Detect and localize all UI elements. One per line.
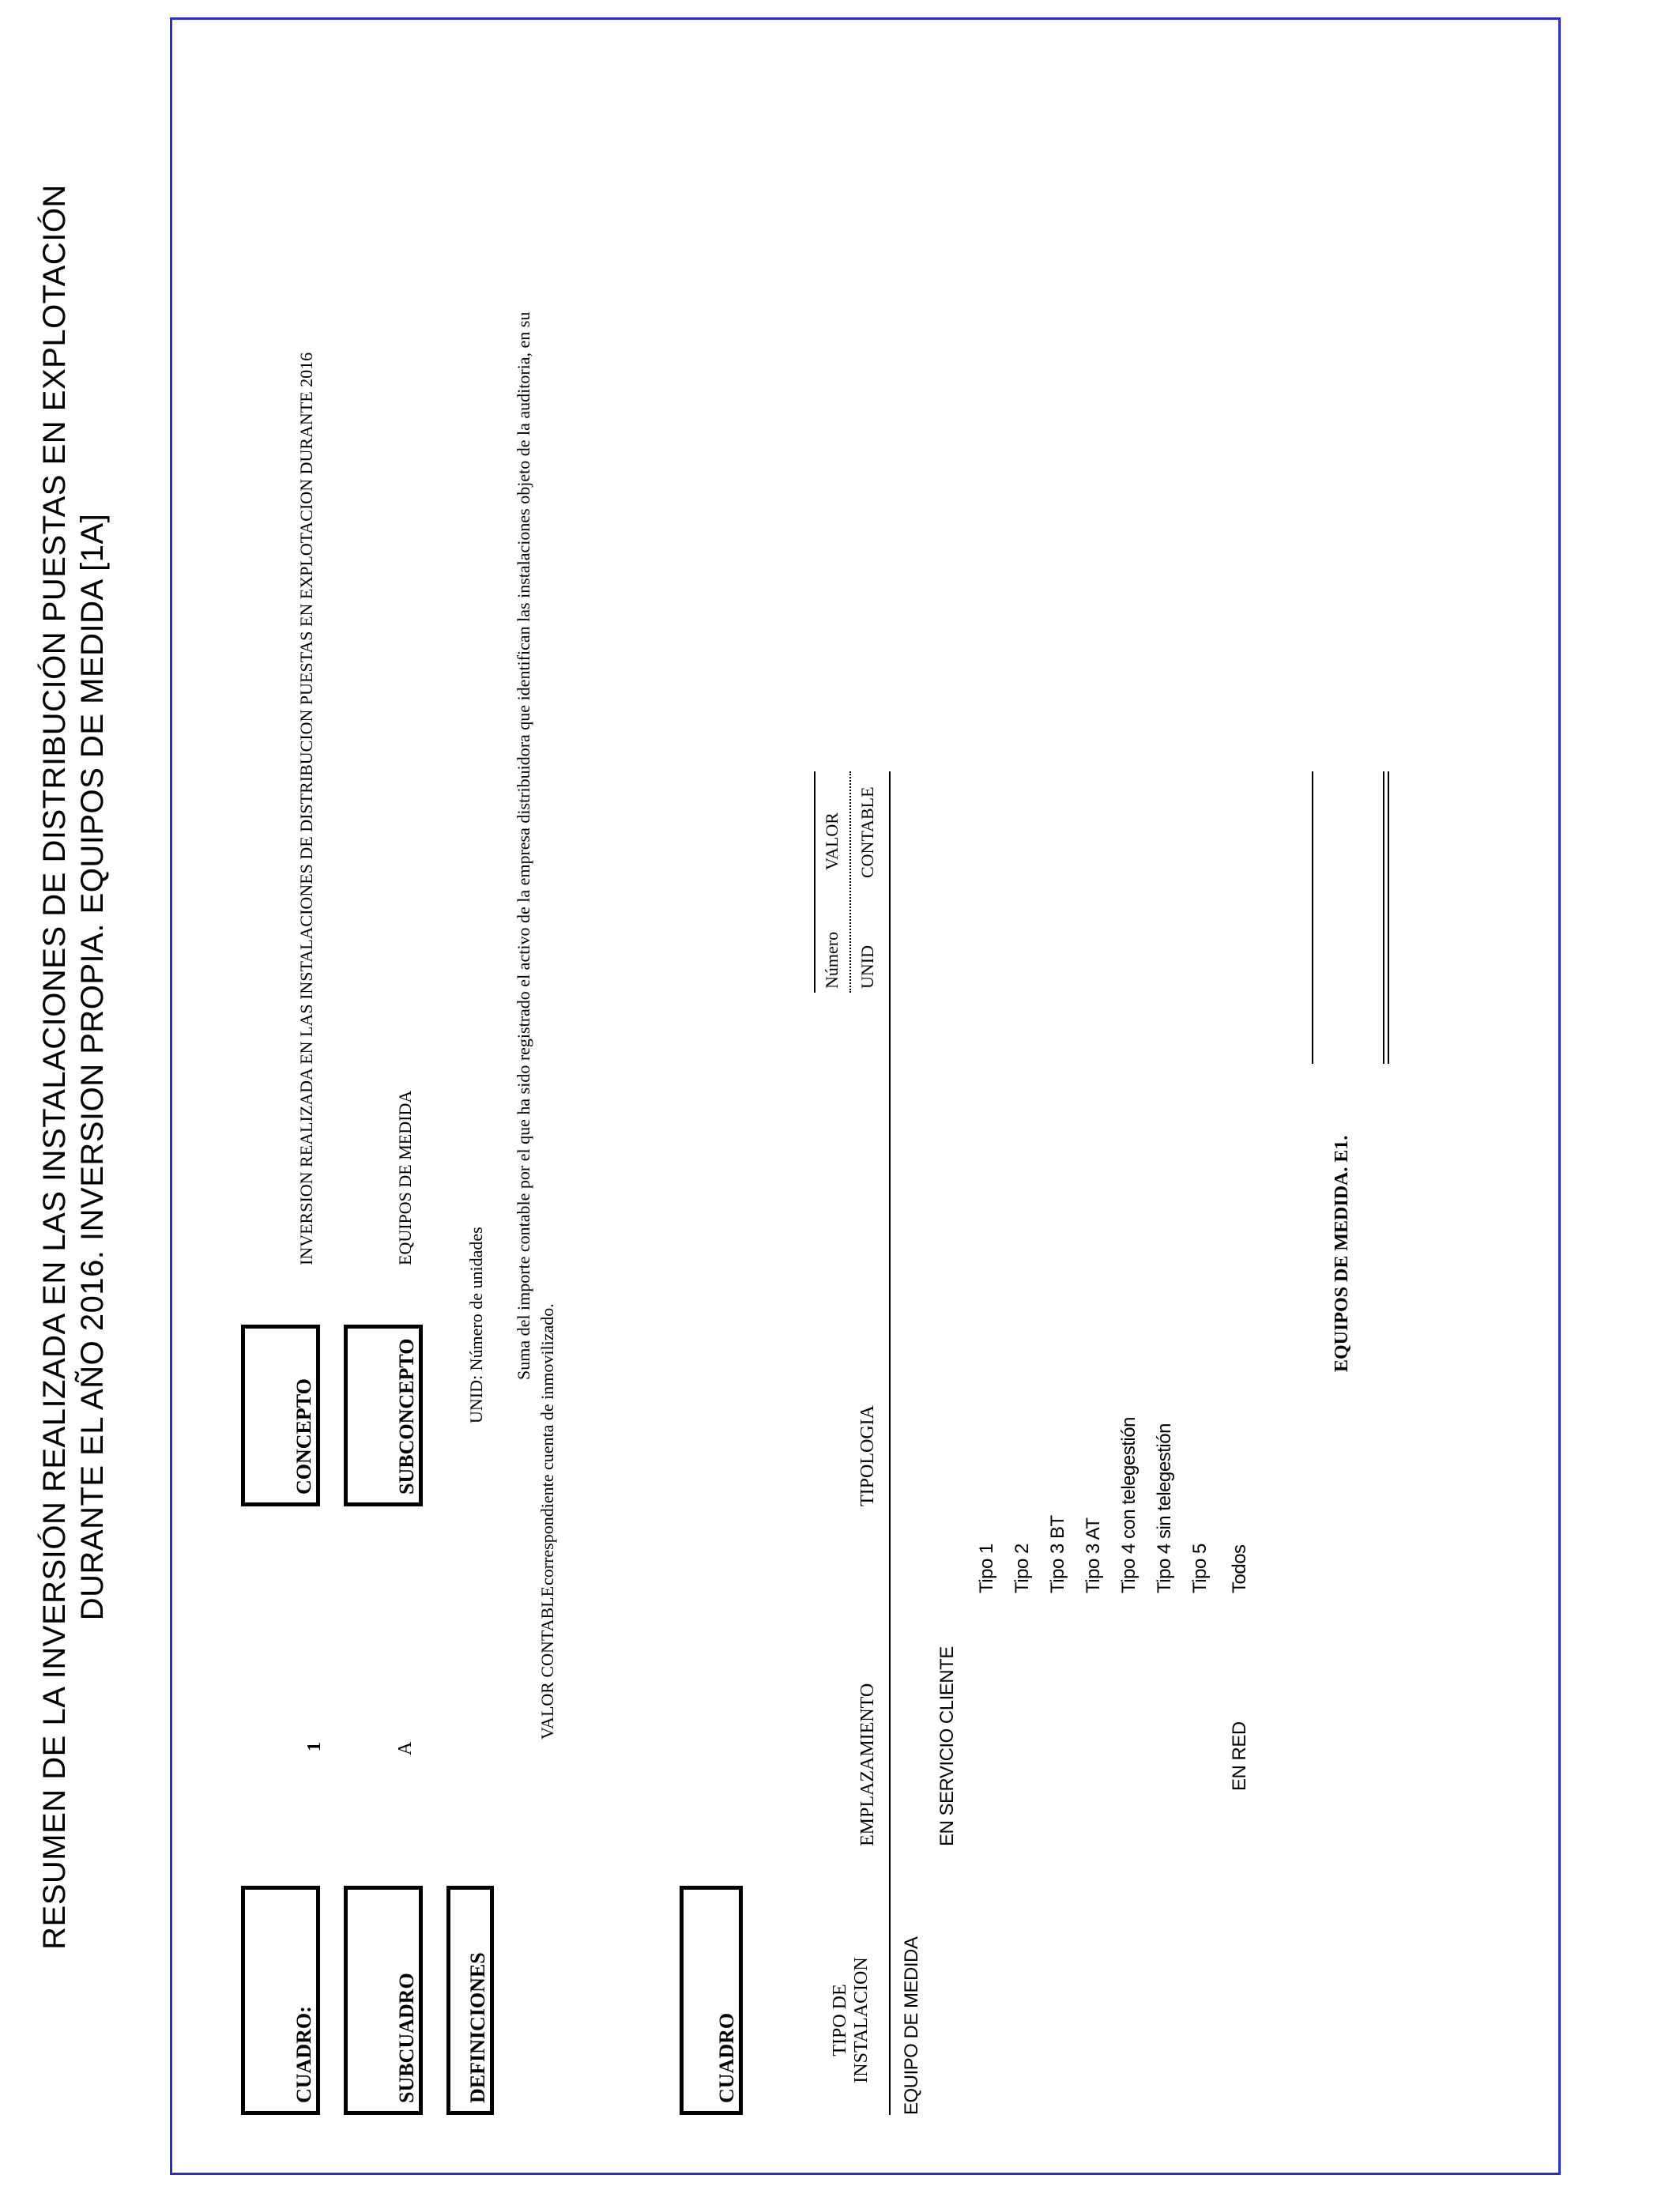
row-en-red: EN RED xyxy=(1229,1721,1250,1791)
valor-definition-line-2: correspondiente cuenta de inmovilizado. xyxy=(537,1303,557,1585)
valor-contable-label: VALOR CONTABLE xyxy=(537,1585,557,1740)
row-tipo-2: Tipo 2 xyxy=(1011,1544,1033,1593)
row-todos: Todos xyxy=(1229,1544,1250,1593)
total-line-bottom-1 xyxy=(1383,771,1384,1064)
unid-definition: UNID: Número de unidades xyxy=(466,1227,486,1423)
row-equipo-de-medida: EQUIPO DE MEDIDA xyxy=(901,1936,922,2115)
header-divider-dotted xyxy=(849,771,851,993)
row-tipo-4-sin-telegestion: Tipo 4 sin telegestión xyxy=(1154,1423,1175,1593)
cuadro-value: 1 xyxy=(304,1742,325,1751)
row-tipo-3-bt: Tipo 3 BT xyxy=(1047,1515,1068,1593)
cuadro-label: CUADRO: xyxy=(292,2006,315,2103)
subconcepto-text: EQUIPOS DE MEDIDA xyxy=(395,1090,415,1265)
definiciones-box xyxy=(446,1886,494,2115)
col-tipo-line-2: INSTALACION xyxy=(851,1957,872,2083)
header-topline-right xyxy=(814,771,816,993)
col-numero: Número xyxy=(822,931,842,989)
concepto-text: INVERSION REALIZADA EN LAS INSTALACIONES DE DISTRIBUCION PUESTAS EN EXPLOTACION DURANTE 2016 xyxy=(296,352,316,1265)
col-unid: UNID xyxy=(857,945,877,989)
col-contable: CONTABLE xyxy=(857,786,877,878)
subcuadro-box xyxy=(344,1886,423,2115)
subconcepto-box xyxy=(344,1325,423,1506)
header-underline-left xyxy=(889,874,891,2115)
definiciones-label: DEFINICIONES xyxy=(466,1952,489,2103)
col-tipologia: TIPOLOGIA xyxy=(857,1405,878,1506)
subconcepto-label: SUBCONCEPTO xyxy=(395,1338,418,1495)
row-en-servicio-cliente: EN SERVICIO CLIENTE xyxy=(936,1646,958,1846)
row-tipo-5: Tipo 5 xyxy=(1189,1544,1211,1593)
total-label: EQUIPOS DE MEDIDA. E1. xyxy=(1332,1135,1352,1372)
col-tipo-instalacion xyxy=(830,1941,872,2099)
col-valor: VALOR xyxy=(822,812,842,870)
header-underline-right xyxy=(889,771,891,993)
total-line-bottom-2 xyxy=(1388,771,1389,1064)
table-cuadro-label: CUADRO xyxy=(715,2012,738,2103)
col-tipo-line-1: TIPO DE xyxy=(830,1984,850,2056)
cuadro-box xyxy=(241,1886,320,2115)
total-line-top xyxy=(1312,771,1313,1064)
table-cuadro-box xyxy=(680,1886,743,2115)
title-line-1: RESUMEN DE LA INVERSIÓN REALIZADA EN LAS INSTALACIONES DE DISTRIBUCIÓN PUESTAS EN EXPLOTACIÓN xyxy=(37,184,72,1950)
concepto-box xyxy=(241,1325,320,1506)
title-line-2: DURANTE EL AÑO 2016. INVERSION PROPIA. EQUIPOS DE MEDIDA [1A] xyxy=(75,513,110,1621)
row-tipo-4-con-telegestion: Tipo 4 con telegestión xyxy=(1118,1417,1139,1593)
subcuadro-label: SUBCUADRO xyxy=(395,1973,418,2103)
valor-definition-line-1: Suma del importe contable por el que ha sido registrado el activo de la empresa distribuidora que identifican las instalaciones objeto de la auditoria, en su xyxy=(514,311,533,1380)
row-tipo-3-at: Tipo 3 AT xyxy=(1083,1517,1104,1593)
subcuadro-value: A xyxy=(395,1741,416,1755)
row-tipo-1: Tipo 1 xyxy=(976,1544,997,1593)
concepto-label: CONCEPTO xyxy=(292,1378,315,1495)
col-emplazamiento: EMPLAZAMIENTO xyxy=(857,1683,878,1846)
